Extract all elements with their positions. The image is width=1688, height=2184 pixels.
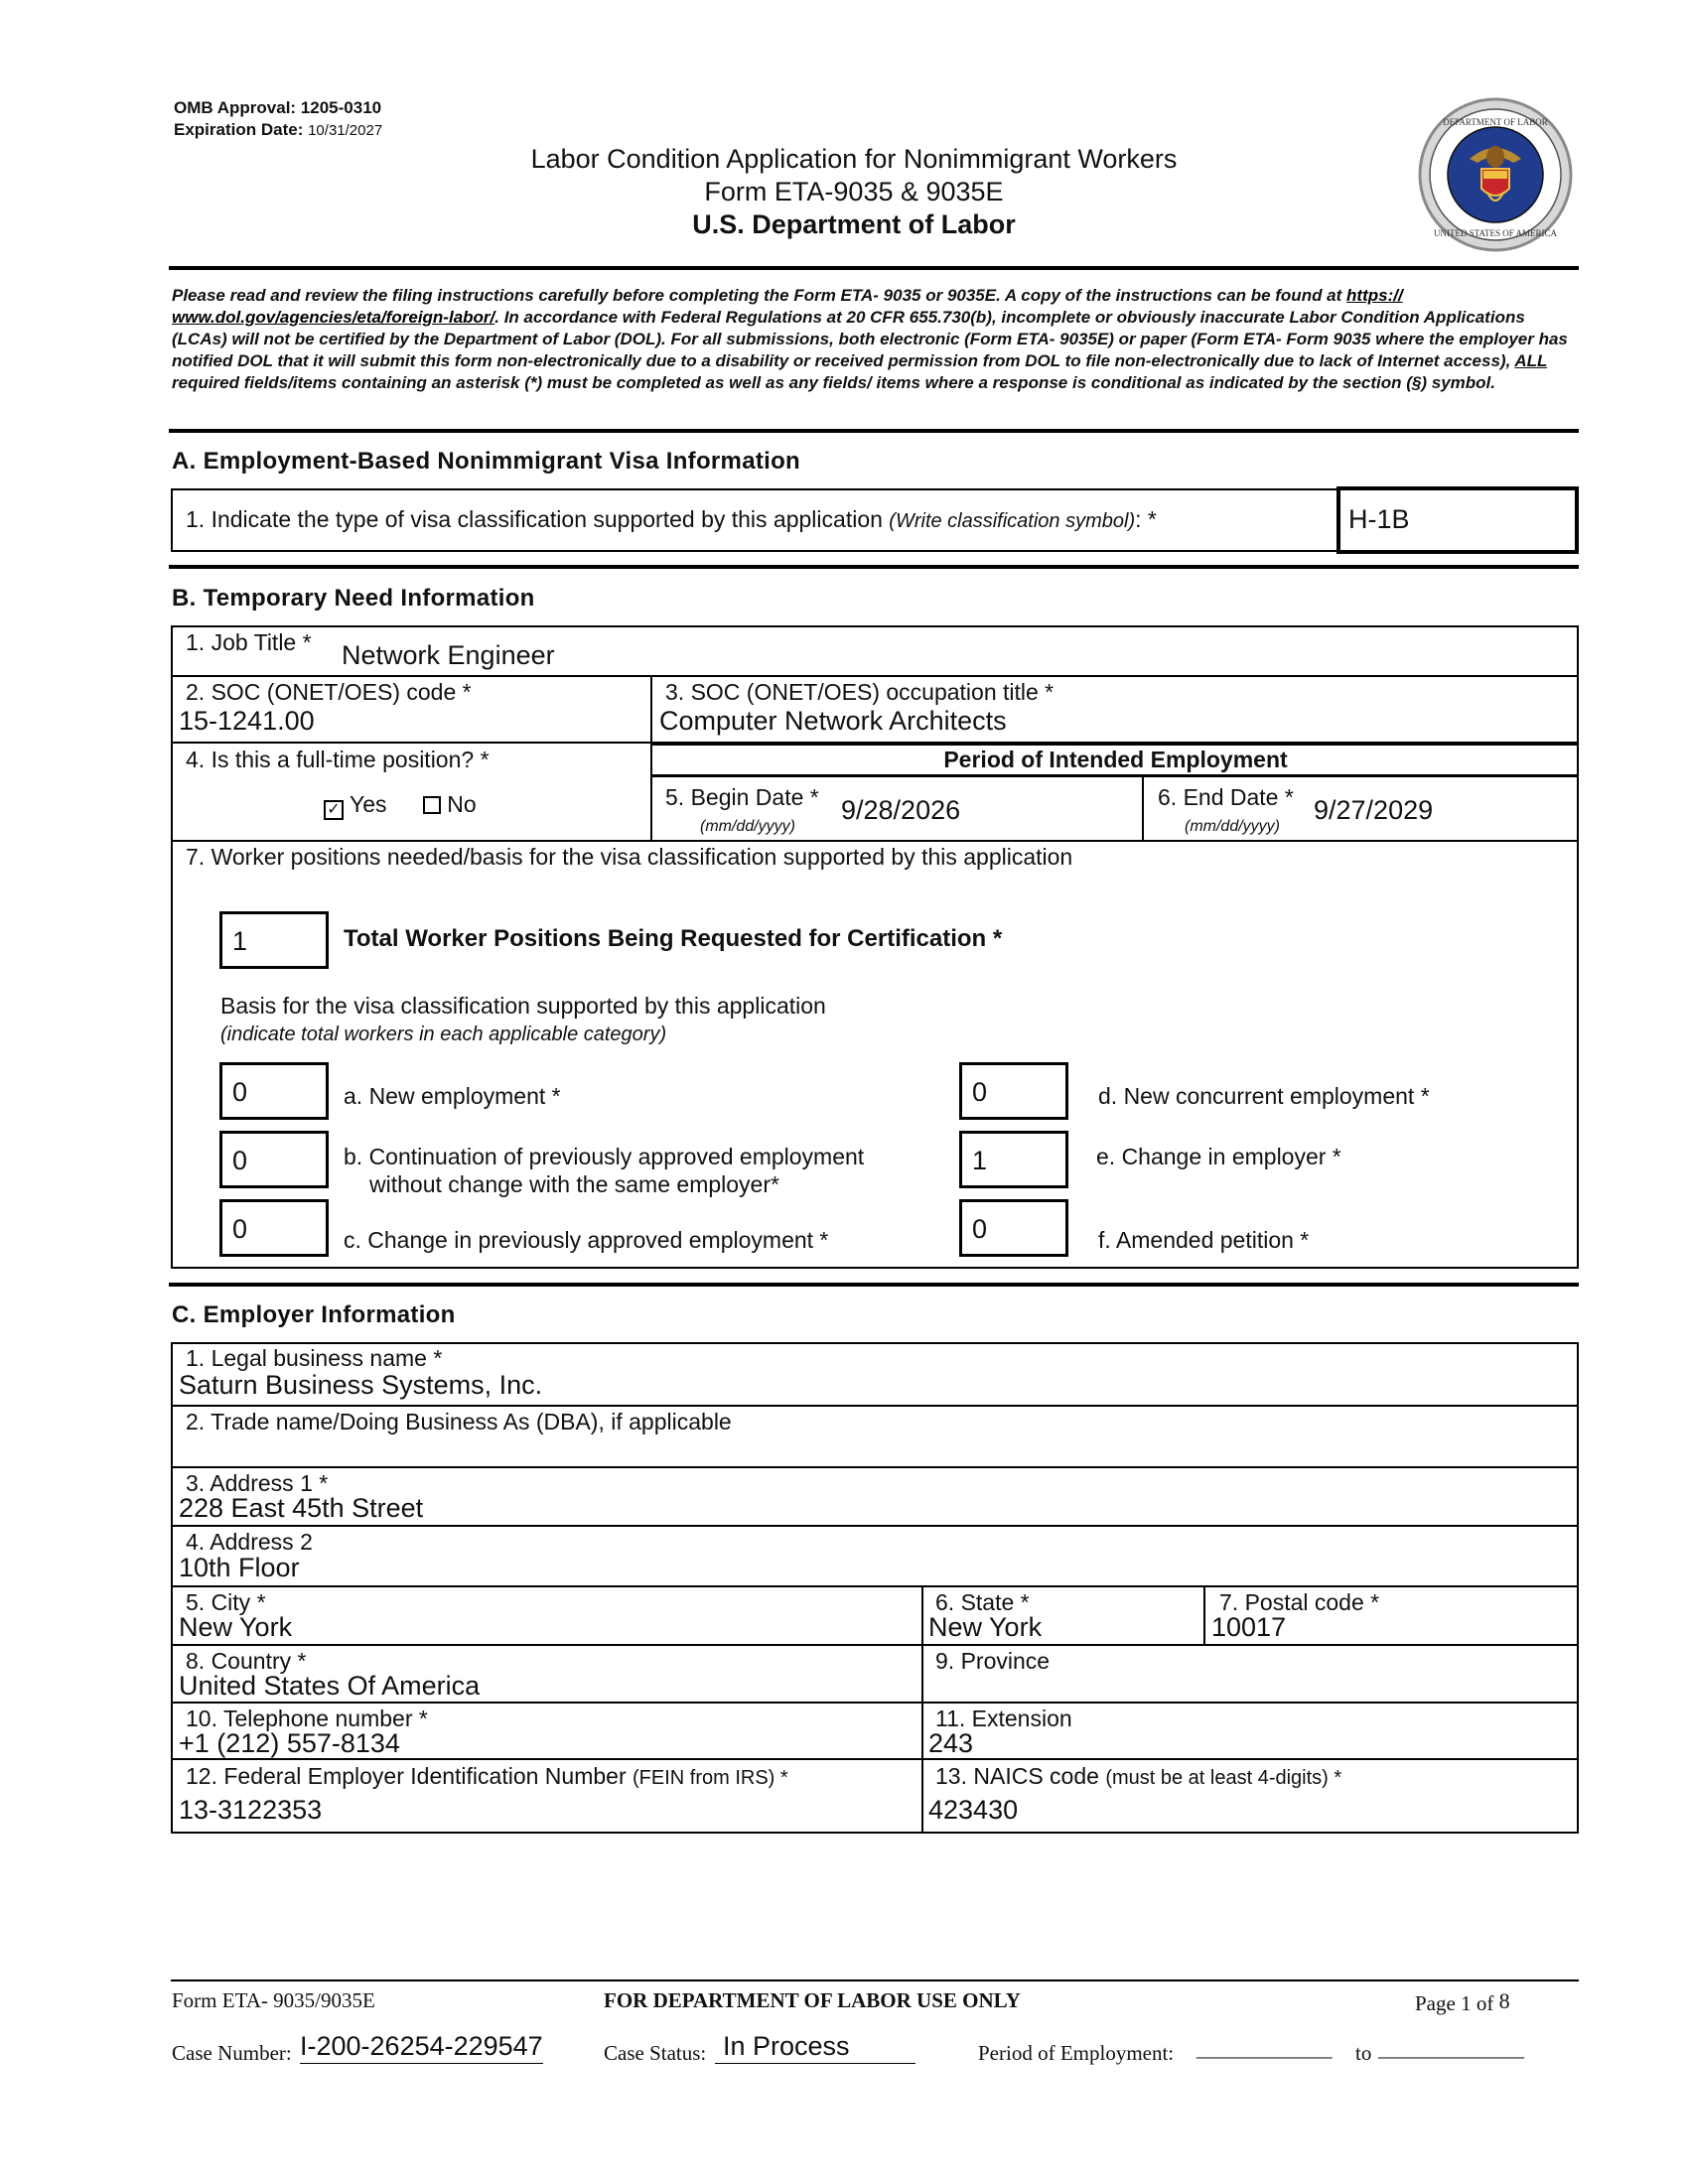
period-header: Period of Intended Employment <box>943 747 1288 772</box>
basis-label: Basis for the visa classification supported by this application <box>220 993 826 1019</box>
row-divider <box>171 840 1579 842</box>
fein-value[interactable]: 13-3122353 <box>179 1795 323 1825</box>
begin-date-hint: (mm/dd/yyyy) <box>700 818 795 835</box>
dba-label: 2. Trade name/Doing Business As (DBA), if applicable <box>186 1409 732 1434</box>
row-divider <box>171 1466 1579 1468</box>
case-status-value: In Process <box>715 2031 915 2064</box>
instructions-part2: . In accordance with Federal Regulations at 20 CFR 655.730(b), incomplete or obviously inaccurate Labor Condition Applications (LCAs) will not be certified by the Department of Labor (DOL). For all submissions, both electronic (Form ETA- 9035E) or paper (Form ETA- Form 9035 where the employer has notified DOL that it will submit this form non-electronically due to a disability or received permission from DOL to file non-electronically due to lack of Internet access), <box>172 308 1568 370</box>
new-concurrent-field[interactable]: 0 <box>959 1062 1068 1120</box>
row-divider <box>171 1702 1579 1704</box>
extension-value[interactable]: 243 <box>928 1728 974 1758</box>
address1-label: 3. Address 1 * <box>186 1470 329 1496</box>
period-blank-1: _____________ <box>1196 2037 1333 2061</box>
end-date-label: 6. End Date * <box>1158 784 1294 810</box>
instructions-part1: Please read and review the filing instructions carefully before completing the Form ETA- 9035 or 9035E. A copy of the instructions can be found at <box>172 286 1347 305</box>
end-date-hint: (mm/dd/yyyy) <box>1185 818 1280 835</box>
phone-value[interactable]: +1 (212) 557-8134 <box>179 1728 400 1758</box>
section-c-heading: C. Employer Information <box>172 1301 456 1328</box>
case-status-label: Case Status: <box>604 2041 707 2065</box>
section-a-rule <box>169 429 1579 433</box>
period-to-label: to <box>1355 2041 1372 2065</box>
period-bottom-rule <box>650 774 1579 777</box>
country-value[interactable]: United States Of America <box>179 1671 481 1701</box>
continuation-label-1: b. Continuation of previously approved employment <box>344 1144 865 1169</box>
row-divider <box>171 1525 1579 1527</box>
period-blank-2: ______________ <box>1378 2037 1524 2061</box>
fulltime-options <box>324 791 477 820</box>
job-title-value[interactable]: Network Engineer <box>342 640 555 670</box>
row-divider <box>171 675 1579 677</box>
fein-label-text: 12. Federal Employer Identification Number <box>186 1763 633 1789</box>
begin-date-value[interactable]: 9/28/2026 <box>841 795 961 825</box>
fein-hint: (FEIN from IRS) * <box>633 1767 788 1789</box>
postal-label: 7. Postal code * <box>1219 1589 1380 1615</box>
naics-label <box>935 1763 1341 1791</box>
svg-text:DEPARTMENT OF LABOR: DEPARTMENT OF LABOR <box>1443 117 1548 127</box>
expiration-label: Expiration Date: <box>174 120 304 139</box>
worker-positions-label: 7. Worker positions needed/basis for the visa classification supported by this application <box>186 844 1073 870</box>
soc-code-label: 2. SOC (ONET/OES) code * <box>186 679 472 705</box>
footer-page <box>1415 1988 1510 2016</box>
province-label: 9. Province <box>935 1648 1051 1674</box>
page-total: 8 <box>1498 1988 1510 2013</box>
amended-petition-label: f. Amended petition * <box>1098 1227 1310 1253</box>
naics-value[interactable]: 423430 <box>928 1795 1019 1825</box>
amended-petition-field[interactable]: 0 <box>959 1199 1068 1257</box>
omb-approval: OMB Approval: 1205-0310 <box>174 98 382 117</box>
change-employer-field[interactable]: 1 <box>959 1131 1068 1188</box>
instructions-link[interactable]: https:// www.dol.gov/agencies/eta/foreign-labor/ <box>172 286 1403 327</box>
title-line-2: Form ETA-9035 & 9035E <box>704 177 1004 206</box>
no-checkbox[interactable] <box>423 796 441 814</box>
new-employment-field[interactable]: 0 <box>219 1062 329 1120</box>
address2-label: 4. Address 2 <box>186 1529 313 1555</box>
row-divider <box>171 1758 1579 1760</box>
q1-label-text: 1. Indicate the type of visa classification supported by this application <box>186 506 890 532</box>
job-title-label: 1. Job Title * <box>186 629 312 655</box>
legal-name-label: 1. Legal business name * <box>186 1345 443 1371</box>
row-divider <box>171 1585 1579 1587</box>
state-label: 6. State * <box>935 1589 1030 1615</box>
continuation-field[interactable]: 0 <box>219 1131 329 1188</box>
visa-classification-label <box>186 506 1157 534</box>
change-previous-label: c. Change in previously approved employment * <box>344 1227 829 1253</box>
instructions-part3: required fields/items containing an asterisk (*) must be completed as well as any fields/ items where a response is conditional as indicated by the section (§) symbol. <box>172 373 1495 392</box>
col-divider <box>921 1585 923 1834</box>
postal-value[interactable]: 10017 <box>1211 1612 1287 1642</box>
yes-label: Yes <box>349 791 387 817</box>
soc-code-value[interactable]: 15-1241.00 <box>179 706 315 736</box>
address2-value[interactable]: 10th Floor <box>179 1553 300 1582</box>
fulltime-label: 4. Is this a full-time position? * <box>186 747 490 772</box>
end-date-value[interactable]: 9/27/2029 <box>1314 795 1434 825</box>
form-title <box>457 143 1251 241</box>
no-label: No <box>447 791 477 817</box>
address1-value[interactable]: 228 East 45th Street <box>179 1493 424 1523</box>
omb-block <box>174 97 382 142</box>
section-b-heading: B. Temporary Need Information <box>172 585 535 612</box>
section-a-heading: A. Employment-Based Nonimmigrant Visa Information <box>172 448 801 475</box>
title-line-3: U.S. Department of Labor <box>692 209 1016 239</box>
instructions-all: ALL <box>1514 351 1548 370</box>
expiration-date: 10/31/2027 <box>308 122 383 139</box>
period-employment-label: Period of Employment: <box>978 2041 1175 2065</box>
page-label: Page 1 of <box>1415 1991 1494 2015</box>
expiration <box>174 119 382 142</box>
basis-hint: (indicate total workers in each applicable category) <box>220 1024 667 1045</box>
city-value[interactable]: New York <box>179 1612 293 1642</box>
case-number-label: Case Number: <box>172 2041 292 2065</box>
department-of-labor-seal-icon <box>1418 97 1573 252</box>
instructions <box>172 285 1574 394</box>
case-number-value: I-200-26254-229547 <box>300 2031 543 2064</box>
header-rule <box>169 266 1579 270</box>
title-line-1: Labor Condition Application for Nonimmigrant Workers <box>530 144 1178 174</box>
soc-title-value[interactable]: Computer Network Architects <box>659 706 1007 736</box>
country-label: 8. Country * <box>186 1648 307 1674</box>
begin-date-label: 5. Begin Date * <box>665 784 819 810</box>
q1-hint: (Write classification symbol) <box>889 510 1136 532</box>
svg-text:UNITED STATES OF AMERICA: UNITED STATES OF AMERICA <box>1433 228 1558 238</box>
total-positions-label: Total Worker Positions Being Requested for Certification * <box>344 925 1003 952</box>
col-divider <box>1203 1585 1205 1646</box>
total-positions-field[interactable]: 1 <box>219 911 329 969</box>
yes-checkbox[interactable]: ✓ <box>324 800 344 820</box>
footer-form-id: Form ETA- 9035/9035E <box>172 1988 375 2012</box>
change-previous-field[interactable]: 0 <box>219 1199 329 1257</box>
state-value[interactable]: New York <box>928 1612 1043 1642</box>
soc-title-label: 3. SOC (ONET/OES) occupation title * <box>665 679 1055 705</box>
section-b-rule <box>169 565 1579 569</box>
new-employment-label: a. New employment * <box>344 1083 561 1109</box>
naics-hint: (must be at least 4-digits) * <box>1105 1767 1342 1789</box>
visa-classification-value: H-1B <box>1348 504 1410 534</box>
naics-label-text: 13. NAICS code <box>935 1763 1106 1789</box>
row-divider <box>171 1644 1579 1646</box>
fein-label <box>186 1763 788 1791</box>
extension-label: 11. Extension <box>935 1706 1072 1731</box>
footer-rule <box>171 1979 1579 1981</box>
footer-dol-use: FOR DEPARTMENT OF LABOR USE ONLY <box>604 1988 1021 2012</box>
row-divider <box>171 1405 1579 1407</box>
city-label: 5. City * <box>186 1589 266 1615</box>
col-divider <box>1142 777 1144 842</box>
phone-label: 10. Telephone number * <box>186 1706 428 1731</box>
q1-suffix: : * <box>1135 506 1157 532</box>
legal-name-value[interactable]: Saturn Business Systems, Inc. <box>179 1370 543 1400</box>
new-concurrent-label: d. New concurrent employment * <box>1098 1083 1430 1109</box>
change-employer-label: e. Change in employer * <box>1096 1144 1341 1169</box>
continuation-label-2: without change with the same employer* <box>369 1171 779 1197</box>
section-c-rule <box>169 1283 1579 1287</box>
